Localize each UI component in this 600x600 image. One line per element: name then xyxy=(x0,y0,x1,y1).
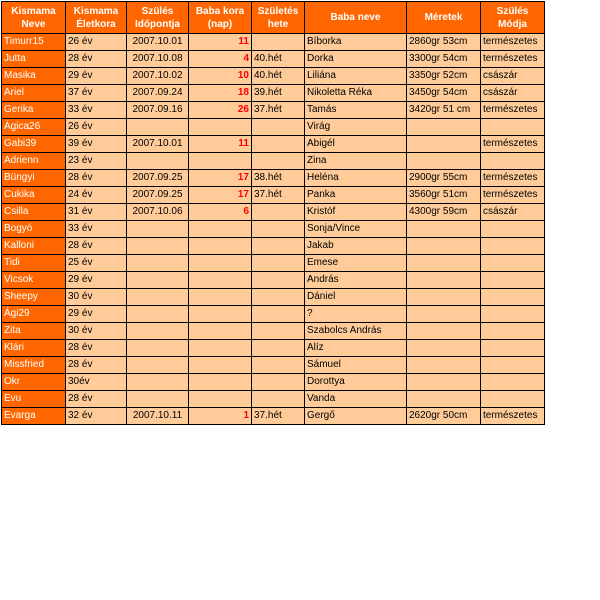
cell-kismama-eletkora: 29 év xyxy=(66,272,127,289)
cell-kismama-neve: Evu xyxy=(2,391,66,408)
cell-baba-neve: Alíz xyxy=(305,340,407,357)
cell-meretek xyxy=(407,374,481,391)
header-row xyxy=(2,2,545,34)
cell-szules-idopontja: 2007.09.25 xyxy=(127,187,189,204)
cell-szuletes-hete xyxy=(252,340,305,357)
cell-szules-idopontja xyxy=(127,340,189,357)
cell-szules-idopontja: 2007.09.16 xyxy=(127,102,189,119)
cell-kismama-neve: Ágica26 xyxy=(2,119,66,136)
cell-szules-modja: természetes xyxy=(481,136,545,153)
table-row xyxy=(2,102,545,119)
table-row xyxy=(2,306,545,323)
cell-szules-idopontja: 2007.10.06 xyxy=(127,204,189,221)
cell-kismama-eletkora: 28 év xyxy=(66,51,127,68)
cell-baba-kora xyxy=(189,289,252,306)
cell-szules-idopontja xyxy=(127,221,189,238)
cell-szules-modja xyxy=(481,374,545,391)
cell-szuletes-hete xyxy=(252,255,305,272)
cell-meretek: 2620gr 50cm xyxy=(407,408,481,425)
cell-baba-neve: Nikoletta Réka xyxy=(305,85,407,102)
cell-baba-kora: 26 xyxy=(189,102,252,119)
cell-szules-modja: természetes xyxy=(481,408,545,425)
header-kismama-neve: Kismama Neve xyxy=(2,2,66,34)
cell-kismama-eletkora: 23 év xyxy=(66,153,127,170)
cell-szuletes-hete xyxy=(252,34,305,51)
table-row xyxy=(2,204,545,221)
cell-szules-idopontja xyxy=(127,323,189,340)
cell-szules-idopontja xyxy=(127,255,189,272)
cell-meretek: 3560gr 51cm xyxy=(407,187,481,204)
cell-kismama-eletkora: 30 év xyxy=(66,289,127,306)
cell-szules-modja xyxy=(481,306,545,323)
cell-szules-modja: császár xyxy=(481,204,545,221)
cell-kismama-eletkora: 30 év xyxy=(66,323,127,340)
cell-szules-modja xyxy=(481,340,545,357)
pregnancy-table xyxy=(1,1,545,425)
cell-meretek xyxy=(407,357,481,374)
cell-szuletes-hete: 37.hét xyxy=(252,187,305,204)
cell-szules-idopontja xyxy=(127,119,189,136)
cell-szuletes-hete: 37.hét xyxy=(252,102,305,119)
cell-baba-kora: 17 xyxy=(189,170,252,187)
cell-baba-kora xyxy=(189,357,252,374)
cell-szuletes-hete xyxy=(252,238,305,255)
cell-baba-neve: Zina xyxy=(305,153,407,170)
cell-baba-kora xyxy=(189,323,252,340)
cell-szules-modja xyxy=(481,119,545,136)
cell-kismama-neve: Gabi39 xyxy=(2,136,66,153)
cell-kismama-neve: Bogyó xyxy=(2,221,66,238)
cell-baba-neve: Abigél xyxy=(305,136,407,153)
header-szuletes-hete: Születés hete xyxy=(252,2,305,34)
cell-baba-neve: Emese xyxy=(305,255,407,272)
cell-kismama-neve: Timurr15 xyxy=(2,34,66,51)
cell-meretek: 2860gr 53cm xyxy=(407,34,481,51)
cell-kismama-neve: Tidi xyxy=(2,255,66,272)
cell-szules-modja xyxy=(481,153,545,170)
cell-kismama-eletkora: 25 év xyxy=(66,255,127,272)
cell-szuletes-hete: 40.hét xyxy=(252,51,305,68)
cell-szules-idopontja: 2007.10.01 xyxy=(127,34,189,51)
table-row xyxy=(2,187,545,204)
cell-szules-modja xyxy=(481,323,545,340)
table-row xyxy=(2,357,545,374)
cell-szules-modja xyxy=(481,391,545,408)
cell-kismama-eletkora: 39 év xyxy=(66,136,127,153)
cell-kismama-neve: Klári xyxy=(2,340,66,357)
cell-szules-idopontja: 2007.10.01 xyxy=(127,136,189,153)
cell-kismama-eletkora: 37 év xyxy=(66,85,127,102)
cell-szuletes-hete xyxy=(252,391,305,408)
cell-kismama-eletkora: 33 év xyxy=(66,221,127,238)
cell-szules-idopontja xyxy=(127,391,189,408)
cell-szuletes-hete xyxy=(252,221,305,238)
cell-kismama-neve: Sheepy xyxy=(2,289,66,306)
cell-kismama-neve: Masika xyxy=(2,68,66,85)
header-kismama-eletkora: Kismama Életkora xyxy=(66,2,127,34)
cell-szules-modja: természetes xyxy=(481,187,545,204)
cell-szuletes-hete xyxy=(252,119,305,136)
cell-baba-neve: Dániel xyxy=(305,289,407,306)
cell-szuletes-hete xyxy=(252,289,305,306)
cell-szuletes-hete xyxy=(252,323,305,340)
cell-szules-idopontja: 2007.10.11 xyxy=(127,408,189,425)
cell-baba-neve: András xyxy=(305,272,407,289)
cell-kismama-neve: Büngyi xyxy=(2,170,66,187)
cell-meretek: 3350gr 52cm xyxy=(407,68,481,85)
cell-baba-kora xyxy=(189,306,252,323)
cell-baba-neve: Dorottya xyxy=(305,374,407,391)
table-row xyxy=(2,51,545,68)
table-row xyxy=(2,323,545,340)
table-row xyxy=(2,238,545,255)
cell-baba-neve: ? xyxy=(305,306,407,323)
cell-kismama-neve: Vicsok xyxy=(2,272,66,289)
cell-szules-idopontja xyxy=(127,306,189,323)
cell-szules-idopontja: 2007.09.24 xyxy=(127,85,189,102)
cell-kismama-neve: Gerika xyxy=(2,102,66,119)
cell-meretek: 4300gr 59cm xyxy=(407,204,481,221)
cell-kismama-eletkora: 28 év xyxy=(66,391,127,408)
cell-baba-neve: Szabolcs András xyxy=(305,323,407,340)
header-baba-neve: Baba neve xyxy=(305,2,407,34)
cell-meretek xyxy=(407,119,481,136)
cell-szules-idopontja xyxy=(127,289,189,306)
header-szules-modja: Szülés Módja xyxy=(481,2,545,34)
table-row xyxy=(2,136,545,153)
cell-meretek xyxy=(407,238,481,255)
cell-baba-kora xyxy=(189,238,252,255)
cell-szuletes-hete xyxy=(252,272,305,289)
cell-szules-idopontja: 2007.09.25 xyxy=(127,170,189,187)
table-row xyxy=(2,255,545,272)
cell-baba-neve: Bíborka xyxy=(305,34,407,51)
cell-szuletes-hete: 38.hét xyxy=(252,170,305,187)
cell-kismama-neve: Cukika xyxy=(2,187,66,204)
cell-kismama-neve: Ági29 xyxy=(2,306,66,323)
cell-kismama-eletkora: 31 év xyxy=(66,204,127,221)
cell-baba-neve: Vanda xyxy=(305,391,407,408)
cell-meretek xyxy=(407,221,481,238)
cell-baba-kora xyxy=(189,153,252,170)
cell-baba-neve: Sonja/Vince xyxy=(305,221,407,238)
cell-baba-kora xyxy=(189,374,252,391)
cell-kismama-eletkora: 28 év xyxy=(66,357,127,374)
table-row xyxy=(2,34,545,51)
cell-baba-kora: 6 xyxy=(189,204,252,221)
table-row xyxy=(2,374,545,391)
cell-szules-idopontja xyxy=(127,153,189,170)
cell-szules-idopontja xyxy=(127,238,189,255)
cell-kismama-eletkora: 26 év xyxy=(66,34,127,51)
cell-kismama-eletkora: 29 év xyxy=(66,306,127,323)
cell-kismama-eletkora: 33 év xyxy=(66,102,127,119)
cell-meretek: 2900gr 55cm xyxy=(407,170,481,187)
cell-kismama-neve: Jutta xyxy=(2,51,66,68)
cell-kismama-eletkora: 28 év xyxy=(66,238,127,255)
table-row xyxy=(2,119,545,136)
cell-szuletes-hete xyxy=(252,204,305,221)
table-row xyxy=(2,272,545,289)
cell-baba-kora: 11 xyxy=(189,34,252,51)
cell-szules-modja: császár xyxy=(481,68,545,85)
cell-kismama-neve: Missfried xyxy=(2,357,66,374)
cell-szules-modja xyxy=(481,238,545,255)
cell-szules-modja: természetes xyxy=(481,170,545,187)
cell-szuletes-hete xyxy=(252,306,305,323)
cell-meretek xyxy=(407,306,481,323)
cell-meretek xyxy=(407,153,481,170)
cell-kismama-eletkora: 32 év xyxy=(66,408,127,425)
cell-meretek xyxy=(407,323,481,340)
table-row xyxy=(2,408,545,425)
cell-meretek xyxy=(407,340,481,357)
cell-baba-neve: Kristóf xyxy=(305,204,407,221)
cell-kismama-neve: Okr xyxy=(2,374,66,391)
cell-szules-idopontja xyxy=(127,272,189,289)
cell-kismama-eletkora: 28 év xyxy=(66,340,127,357)
cell-baba-neve: Dorka xyxy=(305,51,407,68)
cell-baba-kora xyxy=(189,391,252,408)
cell-meretek xyxy=(407,136,481,153)
cell-baba-kora: 18 xyxy=(189,85,252,102)
cell-baba-neve: Panka xyxy=(305,187,407,204)
cell-baba-neve: Gergő xyxy=(305,408,407,425)
table-row xyxy=(2,153,545,170)
cell-baba-neve: Liliána xyxy=(305,68,407,85)
cell-szules-modja: császár xyxy=(481,85,545,102)
cell-kismama-neve: Zita xyxy=(2,323,66,340)
cell-kismama-neve: Kalloni xyxy=(2,238,66,255)
cell-kismama-eletkora: 24 év xyxy=(66,187,127,204)
cell-meretek xyxy=(407,391,481,408)
cell-szules-modja xyxy=(481,255,545,272)
cell-szules-idopontja xyxy=(127,374,189,391)
cell-szuletes-hete xyxy=(252,153,305,170)
table-row xyxy=(2,68,545,85)
cell-meretek: 3300gr 54cm xyxy=(407,51,481,68)
cell-kismama-eletkora: 30év xyxy=(66,374,127,391)
cell-baba-neve: Virág xyxy=(305,119,407,136)
cell-baba-neve: Jakab xyxy=(305,238,407,255)
cell-baba-kora xyxy=(189,272,252,289)
cell-kismama-neve: Evarga xyxy=(2,408,66,425)
cell-kismama-eletkora: 28 év xyxy=(66,170,127,187)
cell-meretek: 3420gr 51 cm xyxy=(407,102,481,119)
cell-baba-kora: 4 xyxy=(189,51,252,68)
header-baba-kora: Baba kora (nap) xyxy=(189,2,252,34)
table-row xyxy=(2,340,545,357)
cell-szuletes-hete xyxy=(252,136,305,153)
table-row xyxy=(2,170,545,187)
cell-kismama-neve: Ariel xyxy=(2,85,66,102)
cell-szules-modja xyxy=(481,289,545,306)
cell-baba-kora xyxy=(189,340,252,357)
cell-meretek xyxy=(407,255,481,272)
table-row xyxy=(2,221,545,238)
cell-baba-kora xyxy=(189,255,252,272)
cell-baba-neve: Heléna xyxy=(305,170,407,187)
cell-baba-kora xyxy=(189,119,252,136)
cell-szules-modja: természetes xyxy=(481,51,545,68)
table-body xyxy=(2,34,545,425)
cell-baba-kora: 11 xyxy=(189,136,252,153)
cell-baba-neve: Sámuel xyxy=(305,357,407,374)
cell-szules-idopontja xyxy=(127,357,189,374)
cell-szules-modja xyxy=(481,221,545,238)
cell-meretek xyxy=(407,289,481,306)
cell-szules-modja: természetes xyxy=(481,34,545,51)
cell-szules-idopontja: 2007.10.08 xyxy=(127,51,189,68)
cell-meretek xyxy=(407,272,481,289)
cell-meretek: 3450gr 54cm xyxy=(407,85,481,102)
table-row xyxy=(2,391,545,408)
cell-szuletes-hete: 39.hét xyxy=(252,85,305,102)
cell-szules-modja xyxy=(481,272,545,289)
cell-szuletes-hete: 40.hét xyxy=(252,68,305,85)
cell-baba-kora xyxy=(189,221,252,238)
cell-kismama-eletkora: 29 év xyxy=(66,68,127,85)
cell-baba-kora: 10 xyxy=(189,68,252,85)
cell-szules-modja xyxy=(481,357,545,374)
cell-szuletes-hete: 37.hét xyxy=(252,408,305,425)
cell-kismama-neve: Csilla xyxy=(2,204,66,221)
table-row xyxy=(2,85,545,102)
cell-szuletes-hete xyxy=(252,357,305,374)
cell-baba-kora: 1 xyxy=(189,408,252,425)
cell-kismama-eletkora: 26 év xyxy=(66,119,127,136)
table-row xyxy=(2,289,545,306)
cell-szules-idopontja: 2007.10.02 xyxy=(127,68,189,85)
header-meretek: Méretek xyxy=(407,2,481,34)
cell-baba-kora: 17 xyxy=(189,187,252,204)
cell-baba-neve: Tamás xyxy=(305,102,407,119)
cell-kismama-neve: Adrienn xyxy=(2,153,66,170)
header-szules-idopontja: Szülés Időpontja xyxy=(127,2,189,34)
cell-szuletes-hete xyxy=(252,374,305,391)
cell-szules-modja: természetes xyxy=(481,102,545,119)
